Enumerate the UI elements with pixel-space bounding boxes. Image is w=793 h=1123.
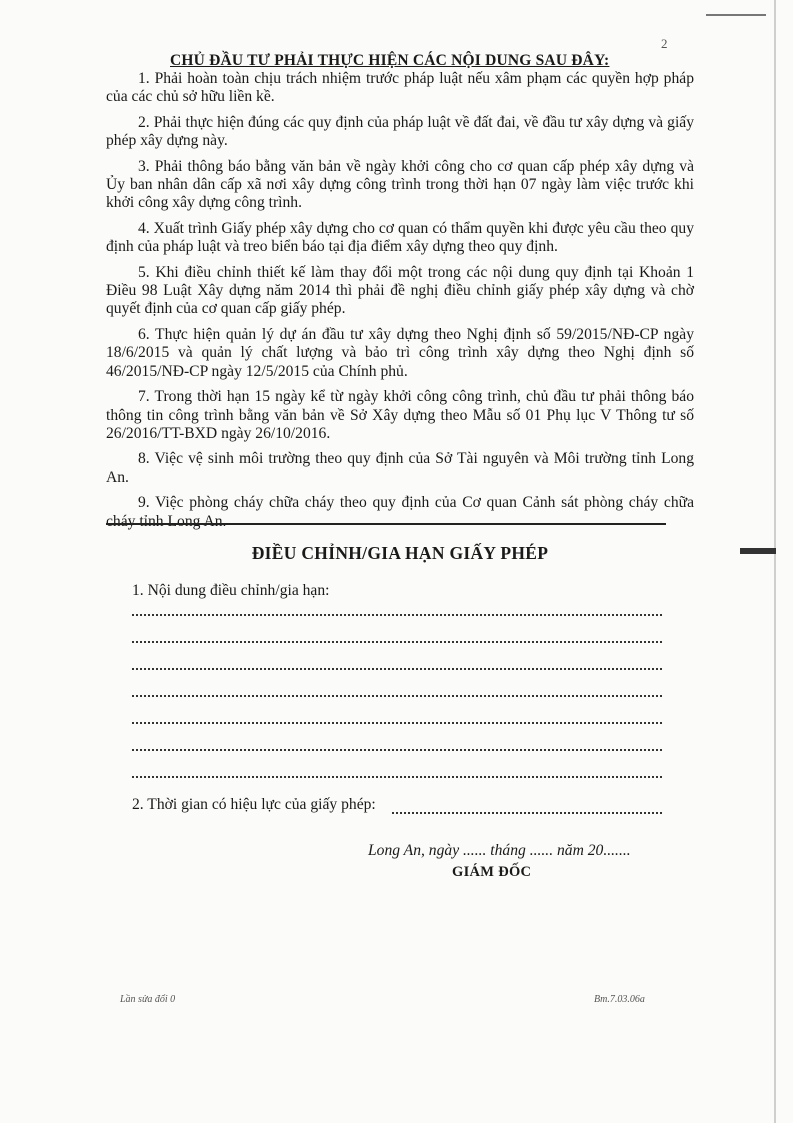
validity-period-label: 2. Thời gian có hiệu lực của giấy phép: [132, 796, 376, 813]
obligation-item: 1. Phải hoàn toàn chịu trách nhiệm trước pháp luật nếu xâm phạm các quyền hợp pháp của các chủ sở hữu liền kề. [106, 70, 694, 106]
obligations-heading: CHỦ ĐẦU TƯ PHẢI THỰC HIỆN CÁC NỘI DUNG SAU ĐÂY: [170, 52, 610, 69]
fill-line[interactable] [132, 776, 662, 778]
obligation-item: 3. Phải thông báo bằng văn bản về ngày khởi công cho cơ quan cấp phép xây dựng và Ủy ban nhân dân cấp xã nơi xây dựng công trình trong thời hạn 07 ngày làm việc trước khi khởi công xây dựng công trình. [106, 157, 694, 212]
adjustment-content-label: 1. Nội dung điều chỉnh/gia hạn: [132, 582, 330, 599]
footer-revision: Lần sửa đổi 0 [120, 994, 176, 1005]
obligation-item: 5. Khi điều chỉnh thiết kế làm thay đổi một trong các nội dung quy định tại Khoản 1 Điều 98 Luật Xây dựng năm 2014 thì phải đề nghị điều chỉnh giấy phép xây dựng và chờ quyết định của cơ quan cấp giấy phép. [106, 263, 694, 318]
section-divider [106, 523, 666, 525]
page-number: 2 [661, 36, 668, 51]
fill-line[interactable] [132, 722, 662, 724]
scan-edge [774, 0, 776, 1123]
validity-period-fill-line[interactable] [392, 812, 662, 814]
fill-line[interactable] [132, 749, 662, 751]
fill-line[interactable] [132, 641, 662, 643]
obligation-item: 4. Xuất trình Giấy phép xây dựng cho cơ quan có thẩm quyền khi được yêu cầu theo quy định của pháp luật và treo biển báo tại địa điểm xây dựng theo quy định. [106, 219, 694, 256]
fill-line[interactable] [132, 695, 662, 697]
signature-date-line: Long An, ngày ...... tháng ...... năm 20....... [368, 842, 631, 859]
obligations-list [106, 70, 694, 531]
obligation-item: 9. Việc phòng cháy chữa cháy theo quy định của Cơ quan Cảnh sát phòng cháy chữa cháy tỉnh Long An. [106, 494, 694, 530]
obligation-item: 6. Thực hiện quản lý dự án đầu tư xây dựng theo Nghị định số 59/2015/NĐ-CP ngày 18/6/2015 và quản lý chất lượng và bảo trì công trình xây dựng theo Nghị định số 46/2015/NĐ-CP ngày 12/5/2015 của Chính phủ. [106, 325, 694, 380]
obligation-item: 8. Việc vệ sinh môi trường theo quy định của Sở Tài nguyên và Môi trường tỉnh Long An. [106, 450, 694, 486]
obligation-item: 2. Phải thực hiện đúng các quy định của pháp luật về đất đai, về đầu tư xây dựng và giấy phép xây dựng này. [106, 113, 694, 150]
signer-title: GIÁM ĐỐC [452, 864, 532, 880]
adjustment-title: ĐIỀU CHỈNH/GIA HẠN GIẤY PHÉP [251, 543, 549, 563]
scan-mark [706, 14, 766, 16]
scan-mark [740, 548, 776, 554]
obligation-item: 7. Trong thời hạn 15 ngày kể từ ngày khởi công công trình, chủ đầu tư phải thông báo thông tin công trình bằng văn bản về Sở Xây dựng theo Mẫu số 01 Phụ lục V Thông tư số 26/2016/TT-BXD ngày 26/10/2016. [106, 388, 694, 442]
fill-line[interactable] [132, 614, 662, 616]
footer-form-code: Bm.7.03.06a [594, 994, 645, 1005]
fill-line[interactable] [132, 668, 662, 670]
